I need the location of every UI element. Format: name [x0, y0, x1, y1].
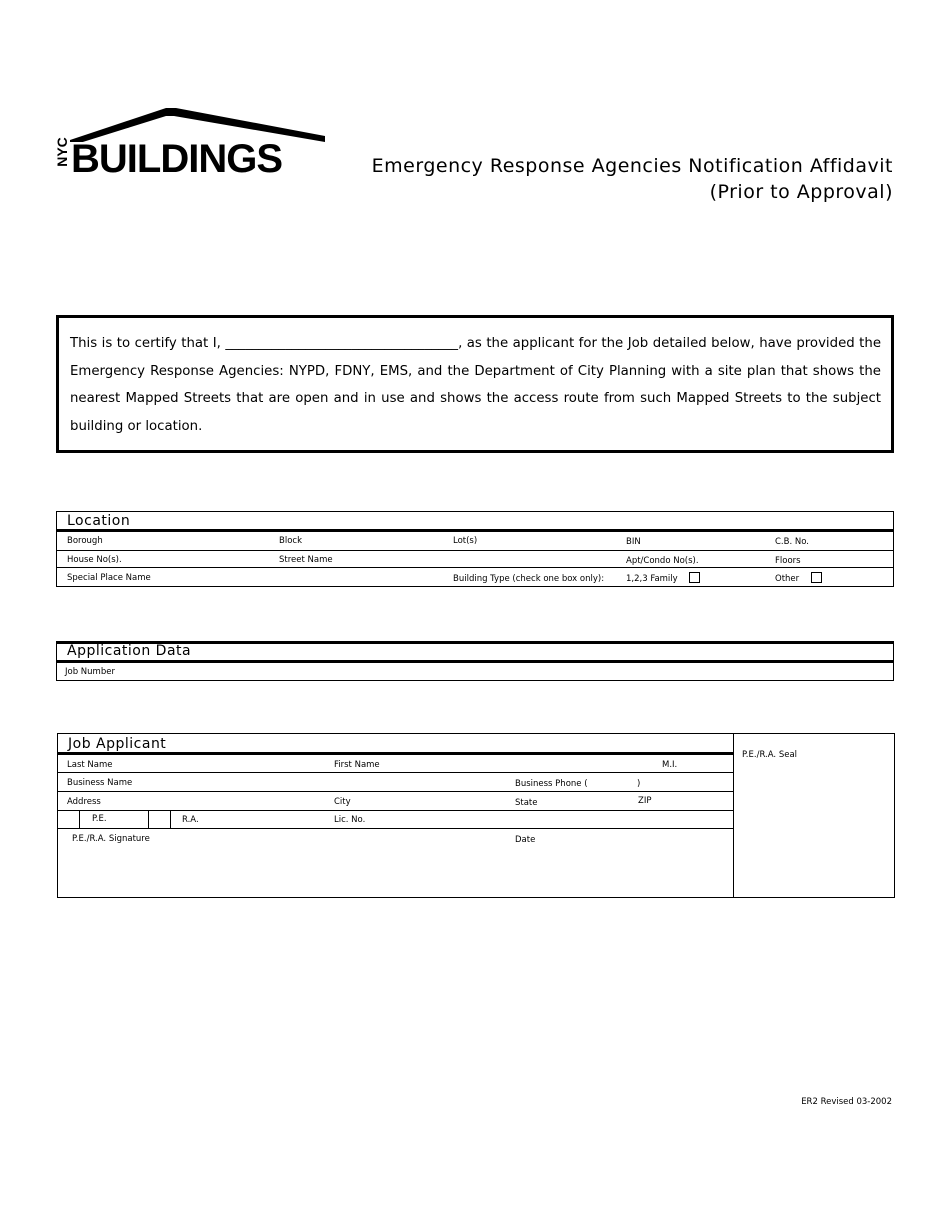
pe-checkbox[interactable] — [58, 810, 79, 828]
family-123-label: 1,2,3 Family — [626, 574, 678, 584]
mi-field[interactable]: M.I. — [662, 760, 678, 770]
logo-word: BUILDINGS — [71, 137, 282, 181]
apt-condo-field[interactable]: Apt/Condo No(s). — [626, 556, 699, 566]
bin-field[interactable]: BIN — [626, 537, 641, 547]
job-applicant-section — [57, 733, 895, 898]
first-name-field[interactable]: First Name — [334, 760, 380, 770]
page-title: Emergency Response Agencies Notification Affidavit — [371, 155, 893, 177]
application-data-title: Application Data — [67, 643, 192, 659]
logo-prefix: NYC — [53, 137, 70, 167]
certification-text: This is to certify that I, ___________________________________, as the applicant for the Job detailed below, have provided the Emergency Response Agencies: NYPD, FDNY, EMS, and the Department of City Planning with a site plan that shows the nearest Mapped Streets that are open and in use and shows the access route from such Mapped Streets to the subject building or location. — [70, 336, 881, 435]
cb-no-field[interactable]: C.B. No. — [775, 537, 809, 547]
state-field[interactable]: State — [515, 798, 538, 808]
ra-checkbox[interactable] — [148, 810, 170, 828]
signature-field[interactable]: P.E./R.A. Signature — [72, 834, 150, 844]
location-section — [56, 511, 894, 587]
revision-note: ER2 Revised 03-2002 — [801, 1097, 892, 1107]
family-123-checkbox[interactable] — [689, 572, 700, 583]
job-applicant-title: Job Applicant — [68, 736, 167, 752]
building-type-label: Building Type (check one box only): — [453, 574, 605, 584]
block-field[interactable]: Block — [279, 536, 302, 546]
lic-no-field[interactable]: Lic. No. — [334, 815, 366, 825]
lots-field[interactable]: Lot(s) — [453, 536, 478, 546]
page-subtitle: (Prior to Approval) — [709, 181, 893, 203]
location-title: Location — [67, 513, 131, 529]
other-checkbox[interactable] — [811, 572, 822, 583]
job-number-field[interactable]: Job Number — [65, 667, 115, 677]
address-field[interactable]: Address — [67, 797, 101, 807]
street-name-field[interactable]: Street Name — [279, 555, 333, 565]
borough-field[interactable]: Borough — [67, 536, 103, 546]
nyc-buildings-logo — [53, 106, 328, 182]
business-phone-close: ) — [637, 779, 641, 789]
last-name-field[interactable]: Last Name — [67, 760, 113, 770]
application-data-section — [56, 641, 894, 681]
zip-field[interactable]: ZIP — [638, 796, 652, 806]
special-place-field[interactable]: Special Place Name — [67, 573, 151, 583]
seal-area[interactable]: P.E./R.A. Seal — [742, 750, 798, 760]
business-phone-field[interactable]: Business Phone ( — [515, 779, 588, 789]
certification-box — [56, 315, 894, 453]
floors-field[interactable]: Floors — [775, 556, 801, 566]
house-nos-field[interactable]: House No(s). — [67, 555, 122, 565]
ra-label: R.A. — [182, 815, 199, 825]
city-field[interactable]: City — [334, 797, 351, 807]
other-label: Other — [775, 574, 800, 584]
date-field[interactable]: Date — [515, 835, 536, 845]
business-name-field[interactable]: Business Name — [67, 778, 133, 788]
pe-label: P.E. — [92, 814, 107, 824]
